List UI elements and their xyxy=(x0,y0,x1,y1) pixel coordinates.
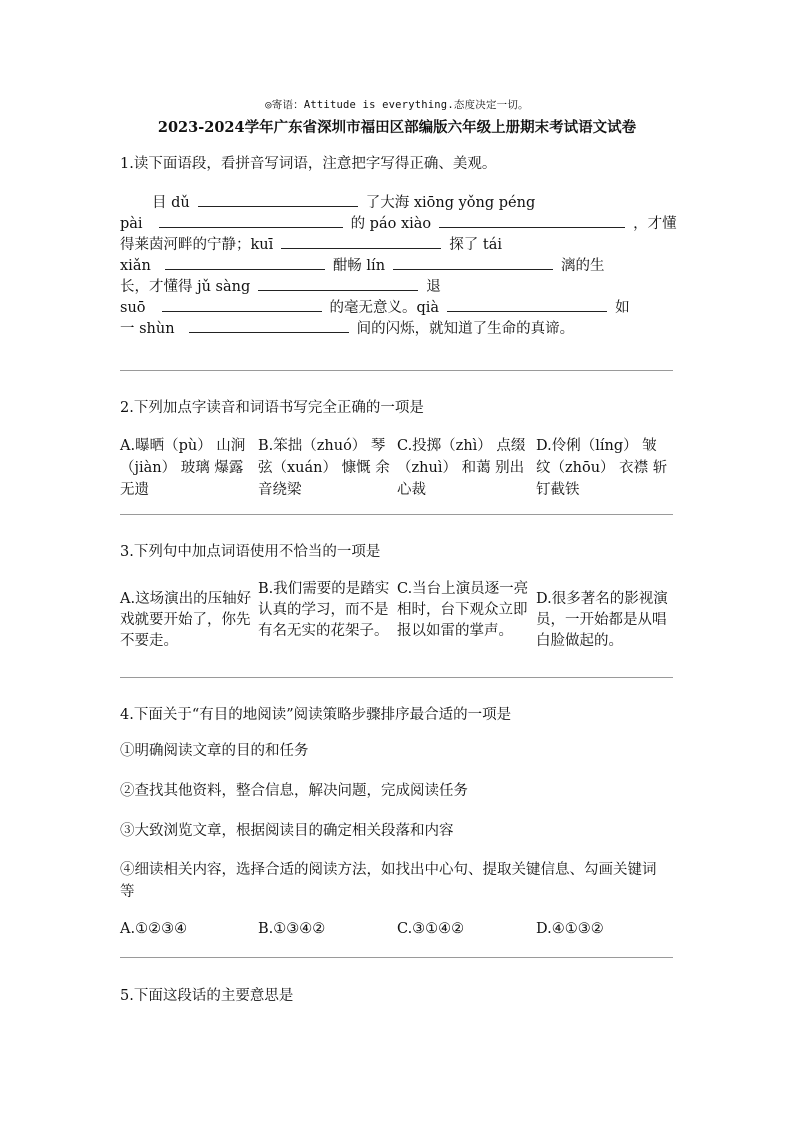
q4-step-2: ②查找其他资料，整合信息，解决问题，完成阅读任务 xyxy=(120,783,468,799)
answer-blank[interactable] xyxy=(447,297,607,312)
q1-line-4 xyxy=(120,255,680,276)
q1-text: ，才懂 xyxy=(633,216,677,232)
q1-line-6 xyxy=(120,297,680,318)
option-c[interactable]: C.③①④② xyxy=(397,921,465,937)
q1-text: 如 xyxy=(615,300,630,316)
option-d[interactable]: D.④①③② xyxy=(536,921,604,937)
section-divider xyxy=(120,370,673,371)
answer-blank[interactable] xyxy=(281,234,441,249)
answer-blank[interactable] xyxy=(439,213,625,228)
motto-line: ◎寄语：Attitude is everything.态度决定一切。 xyxy=(265,99,529,111)
section-divider xyxy=(120,957,673,958)
q1-text: 探了 tái xyxy=(449,237,502,253)
q1-text: 漓的生 xyxy=(561,258,605,274)
q1-line-1 xyxy=(120,192,680,213)
q1-text: 目 dǔ xyxy=(152,195,190,211)
question-3-stem: 3.下列句中加点词语使用不恰当的一项是 xyxy=(120,544,381,560)
answer-blank[interactable] xyxy=(165,255,325,270)
q1-text: 长，才懂得 jǔ sàng xyxy=(120,279,251,295)
q1-text: suō xyxy=(120,300,146,316)
question-2-stem: 2.下列加点字读音和词语书写完全正确的一项是 xyxy=(120,400,424,416)
q4-step-1: ①明确阅读文章的目的和任务 xyxy=(120,743,309,759)
answer-blank[interactable] xyxy=(159,213,343,228)
q4-step-3: ③大致浏览文章，根据阅读目的确定相关段落和内容 xyxy=(120,823,454,839)
answer-blank[interactable] xyxy=(258,276,418,291)
section-divider xyxy=(120,514,673,515)
q1-line-7 xyxy=(120,318,680,339)
q1-text: xiǎn xyxy=(120,258,151,274)
question-5-stem: 5.下面这段话的主要意思是 xyxy=(120,988,294,1004)
option-b[interactable]: B.笨拙（zhuó） 琴弦（xuán） 慷慨 余音绕梁 xyxy=(258,438,390,498)
option-d[interactable]: D.很多著名的影视演员，一开始都是从唱白脸做起的。 xyxy=(536,591,668,649)
option-b[interactable]: B.①③④② xyxy=(258,921,326,937)
answer-blank[interactable] xyxy=(189,318,349,333)
option-c[interactable]: C.投掷（zhì） 点缀（zhuì） 和蔼 别出心裁 xyxy=(397,438,526,498)
q1-text: 的毫无意义。qià xyxy=(329,300,440,316)
q1-text: 的 páo xiào xyxy=(350,216,432,232)
question-1-stem: 1.读下面语段，看拼音写词语，注意把字写得正确、美观。 xyxy=(120,156,497,172)
answer-blank[interactable] xyxy=(393,255,553,270)
answer-blank[interactable] xyxy=(162,297,322,312)
q1-line-3 xyxy=(120,234,680,255)
q1-text: 一 shùn xyxy=(120,321,175,337)
option-a[interactable]: A.这场演出的压轴好戏就要开始了，你先不要走。 xyxy=(120,591,252,649)
q1-text: 间的闪烁，就知道了生命的真谛。 xyxy=(356,321,575,337)
q1-text: 酣畅 lín xyxy=(332,258,386,274)
option-a[interactable]: A.①②③④ xyxy=(120,921,188,937)
page-title: 2023-2024学年广东省深圳市福田区部编版六年级上册期末考试语文试卷 xyxy=(157,119,637,136)
q1-line-2 xyxy=(120,213,680,234)
q1-text: 退 xyxy=(426,279,441,295)
section-divider xyxy=(120,677,673,678)
option-a[interactable]: A.曝晒（pù） 山涧（jiàn） 玻璃 爆露无遗 xyxy=(120,438,246,498)
q1-line-5 xyxy=(120,276,680,297)
q1-text: 得莱茵河畔的宁静；kuī xyxy=(120,237,274,253)
answer-blank[interactable] xyxy=(198,192,358,207)
q4-step-4: ④细读相关内容，选择合适的阅读方法，如找出中心句、提取关键信息、勾画关键词等 xyxy=(120,862,657,900)
option-c[interactable]: C.当台上演员逐一亮相时，台下观众立即报以如雷的掌声。 xyxy=(397,581,529,639)
q1-text: 了大海 xiōng yǒng péng xyxy=(365,195,536,211)
q1-text: pài xyxy=(120,216,143,232)
question-4-stem: 4.下面关于“有目的地阅读”阅读策略步骤排序最合适的一项是 xyxy=(120,707,512,723)
option-b[interactable]: B.我们需要的是踏实认真的学习，而不是有名无实的花架子。 xyxy=(258,581,390,639)
option-d[interactable]: D.伶俐（líng） 皱纹（zhōu） 衣襟 斩钉截铁 xyxy=(536,438,668,498)
